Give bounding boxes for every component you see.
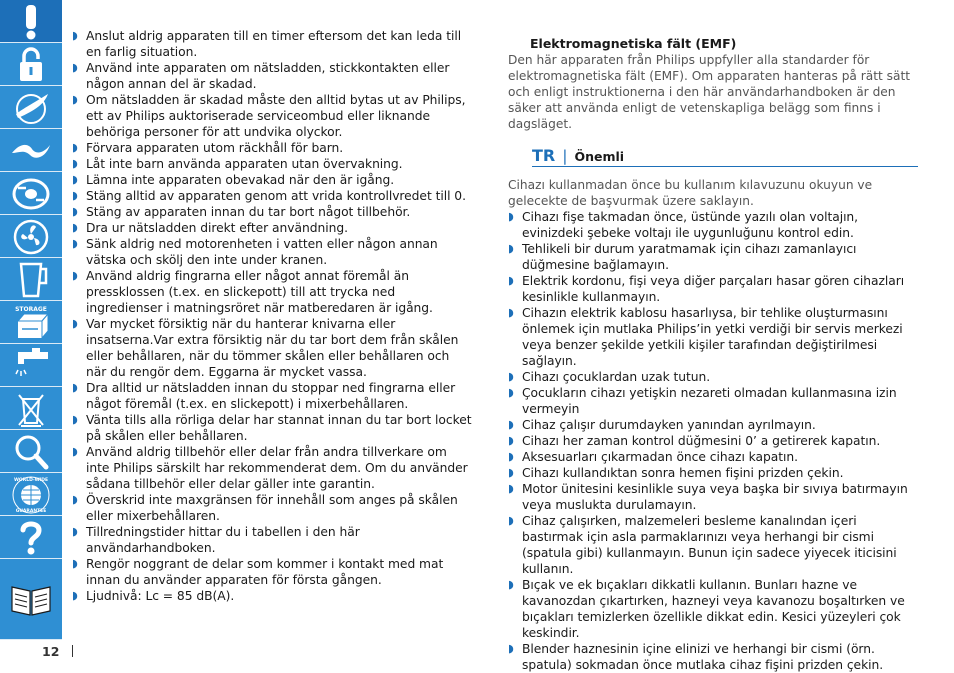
list-item [508,209,920,241]
list-item-text: Blender haznesinin içine elinizi ve herhangi bir cismi (örn. spatula) sokmadan önce mutlaka cihaz fişini prizden çekin. [522,642,884,672]
list-item [72,588,472,604]
bullet-icon: ◗ [72,173,78,186]
fan-icon [6,217,56,256]
tab-slicing[interactable] [0,129,62,172]
list-item-text: Använd inte apparaten om nätsladden, stickkontakten eller någon annan del är skadad. [86,61,450,91]
turkish-intro: Cihazı kullanmadan önce bu kullanım kılavuzunu okuyun ve gelecekte de başvurmak üzere saklayın. [508,178,873,208]
bullet-icon: ◗ [72,237,78,250]
language-code: TR [532,146,556,165]
list-item [72,524,472,556]
list-item-text: Använd aldrig tillbehör eller delar från andra tillverkare om inte Philips särskilt har rekommenderat dem. Om du använder sådana tillbehör eller delar gäller inte garantin. [86,445,468,491]
tab-storage[interactable] [0,301,62,344]
language-section-header [532,146,918,167]
bullet-icon: ◗ [72,141,78,154]
bullet-icon: ◗ [72,61,78,74]
list-item-text: Lämna inte apparaten obevakad när den är igång. [86,173,395,187]
bullet-icon: ◗ [508,434,514,447]
storage-box-icon [6,303,56,342]
list-item [72,156,472,172]
list-item-text: Överskrid inte maxgränsen för innehåll som anges på skålen eller mixerbehållaren. [86,493,458,523]
tab-blender[interactable] [0,258,62,301]
bullet-icon: ◗ [72,589,78,602]
bullet-icon: ◗ [72,525,78,538]
list-item-text: Bıçak ve ek bıçakları dikkatli kullanın. Bunları hazne ve kavanozdan çıkartırken, hazneyi veya kavanozu boşaltırken ve bıçakları temizlerken özellikle dikkat edin. Kesici yüzeyleri çok keskindir. [522,578,905,640]
list-item-text: Dra alltid ur nätsladden innan du stoppar ned fingrarna eller något föremål (t.ex. en slickepott) i mixerbehållaren. [86,381,456,411]
list-item-text: Var mycket försiktig när du hanterar knivarna eller insatserna.Var extra försiktig när du tar bort dem från skålen eller behållaren, när du tömmer skålen eller behållaren och när du rengör dem. Eggarna är mycket vassa. [86,317,459,379]
tab-kneading[interactable] [0,215,62,258]
bullet-icon: ◗ [72,221,78,234]
bullet-icon: ◗ [508,482,514,495]
list-item-text: Använd aldrig fingrarna eller något annat föremål än pressklossen (t.ex. en slickepott) till att trycka ned ingredienser i matningsröret när matberedaren är igång. [86,269,433,315]
bullet-icon: ◗ [72,317,78,330]
bullet-icon: ◗ [508,386,514,399]
magnifier-icon [6,432,56,471]
list-item-text: Vänta tills alla rörliga delar har stannat innan du tar bort locket på skålen eller behållaren. [86,413,472,443]
bullet-icon: ◗ [508,450,514,463]
bullet-icon: ◗ [508,466,514,479]
list-item [72,220,472,236]
list-item-text: Låt inte barn använda apparaten utan övervakning. [86,157,403,171]
tab-help[interactable] [0,516,62,559]
exclamation-icon [6,2,56,41]
list-item [72,316,472,380]
bullet-icon: ◗ [508,274,514,287]
bullet-icon: ◗ [508,242,514,255]
list-item [72,556,472,588]
jug-icon [6,260,56,299]
list-item-text: Çocukların cihazı yetişkin nezareti olmadan kullanmasına izin vermeyin [522,386,897,416]
page-number: 12 [42,644,60,659]
list-item-text: Elektrik kordonu, fişi veya diğer parçaları hasar gören cihazları kesinlikle kullanmayın. [522,274,905,304]
swedish-warning-list [72,28,472,604]
list-item [508,241,920,273]
bin-icon [6,389,56,428]
bullet-icon: ◗ [72,93,78,106]
section-title: Önemli [574,149,625,164]
bullet-icon: ◗ [72,269,78,282]
list-item-text: Cihazı her zaman kontrol düğmesini 0’ a getirerek kapatın. [522,434,881,448]
page-number-divider [72,645,73,657]
list-item [508,465,920,481]
left-column [72,28,472,604]
svg-text:GUARANTEE: GUARANTEE [15,509,47,514]
tab-warning[interactable] [0,0,62,43]
bullet-icon: ◗ [508,418,514,431]
bullet-icon: ◗ [72,445,78,458]
tab-cleaning[interactable] [0,344,62,387]
list-item [72,140,472,156]
list-item-text: Cihazı fişe takmadan önce, üstünde yazılı olan voltajın, evinizdeki şebeke voltajı ile uygunluğunu kontrol edin. [522,210,859,240]
list-item-text: Cihazı çocuklardan uzak tutun. [522,370,711,384]
tab-blades[interactable] [0,86,62,129]
list-item-text: Tehlikeli bir durum yaratmamak için cihazı zamanlayıcı düğmesine bağlamayın. [522,242,857,272]
list-item [508,641,920,673]
tap-icon [6,346,56,385]
list-item [72,380,472,412]
tab-discs[interactable] [0,172,62,215]
right-column [508,36,920,673]
book-icon [6,579,56,618]
tab-safety[interactable] [0,43,62,86]
list-item [508,305,920,369]
globe-guarantee-icon [6,475,56,514]
language-separator: | [562,147,568,165]
list-item [72,92,472,140]
list-item-text: Förvara apparaten utom räckhåll för barn. [86,141,344,155]
bullet-icon: ◗ [508,514,514,527]
bullet-icon: ◗ [508,370,514,383]
bullet-icon: ◗ [72,29,78,42]
list-item [508,369,920,385]
list-item-text: Om nätsladden är skadad måste den alltid bytas ut av Philips, ett av Philips auktoriserade serviceombud eller liknande behöriga personer för att undvika olyckor. [86,93,466,139]
list-item-text: Cihazı kullandıktan sonra hemen fişini prizden çekin. [522,466,844,480]
bullet-icon: ◗ [72,157,78,170]
bullet-icon: ◗ [72,557,78,570]
emf-heading: Elektromagnetiska fält (EMF) [530,36,737,51]
bullet-icon: ◗ [72,189,78,202]
emf-paragraph: Den här apparaten från Philips uppfyller alla standarder för elektromagnetiska fält (EMF). Om apparaten hanteras på rätt sätt och enligt instruktionerna i den här användarhandboken är den säker att använda enligt de vetenskapliga belägg som finns i dagsläget. [508,53,911,131]
list-item [72,492,472,524]
list-item [508,433,920,449]
list-item [72,412,472,444]
lock-icon [6,45,56,84]
list-item [508,449,920,465]
tab-troubleshooting-search[interactable] [0,430,62,473]
list-item-text: Stäng alltid av apparaten genom att vrida kontrollvredet till 0. [86,189,466,203]
blade-icon [6,88,56,127]
list-item [72,444,472,492]
bullet-icon: ◗ [72,413,78,426]
svg-text:WORLD-WIDE: WORLD-WIDE [13,478,49,483]
list-item [72,204,472,220]
list-item [72,60,472,92]
tab-guarantee[interactable] [0,473,62,516]
tab-environment[interactable] [0,387,62,430]
list-item-text: Tillredningstider hittar du i tabellen i den här användarhandboken. [86,525,360,555]
list-item-text: Sänk aldrig ned motorenheten i vatten eller någon annan vätska och skölj den inte under kranen. [86,237,438,267]
list-item [72,268,472,316]
bullet-icon: ◗ [508,642,514,655]
list-item-text: Motor ünitesini kesinlikle suya veya başka bir sıvıya batırmayın veya muslukta durulamayın. [522,482,908,512]
turkish-warning-list [508,209,920,673]
list-item-text: Rengör noggrant de delar som kommer i kontakt med mat innan du använder apparaten för första gången. [86,557,444,587]
wave-icon [6,131,56,170]
list-item-text: Cihazın elektrik kablosu hasarlıysa, bir tehlike oluşturmasını önlemek için mutlaka Philips’in yetki verdiği bir servis merkezi veya benzer şekilde yetkili kişiler tarafından değiştirilmesi sağlayın. [522,306,903,368]
svg-text:STORAGE: STORAGE [15,306,47,313]
list-item-text: Anslut aldrig apparaten till en timer eftersom det kan leda till en farlig situation. [86,29,462,59]
bullet-icon: ◗ [72,205,78,218]
sidebar-tabs [0,0,62,640]
list-item [508,481,920,513]
list-item-text: Stäng av apparaten innan du tar bort något tillbehör. [86,205,411,219]
disc-icon [6,174,56,213]
bullet-icon: ◗ [72,493,78,506]
bullet-icon: ◗ [508,210,514,223]
list-item-text: Dra ur nätsladden direkt efter användning. [86,221,348,235]
list-item-text: Cihaz çalışırken, malzemeleri besleme kanalından içeri bastırmak için asla parmaklarınızı veya herhangi bir cismi (spatula gibi) kullanmayın. Bunun için sadece yiyecek iticisini kullanın. [522,514,897,576]
list-item [72,28,472,60]
list-item-text: Ljudnivå: Lc = 85 dB(A). [86,589,235,603]
bullet-icon: ◗ [508,306,514,319]
list-item-text: Aksesuarları çıkarmadan önce cihazı kapatın. [522,450,799,464]
list-item-text: Cihaz çalışır durumdayken yanından ayrılmayın. [522,418,816,432]
bullet-icon: ◗ [508,578,514,591]
list-item [508,273,920,305]
list-item [508,385,920,417]
list-item [72,188,472,204]
question-icon [6,518,56,557]
list-item [72,172,472,188]
list-item [508,417,920,433]
list-item [508,577,920,641]
bullet-icon: ◗ [72,381,78,394]
list-item [72,236,472,268]
tab-recipes[interactable] [0,559,62,640]
list-item [508,513,920,577]
